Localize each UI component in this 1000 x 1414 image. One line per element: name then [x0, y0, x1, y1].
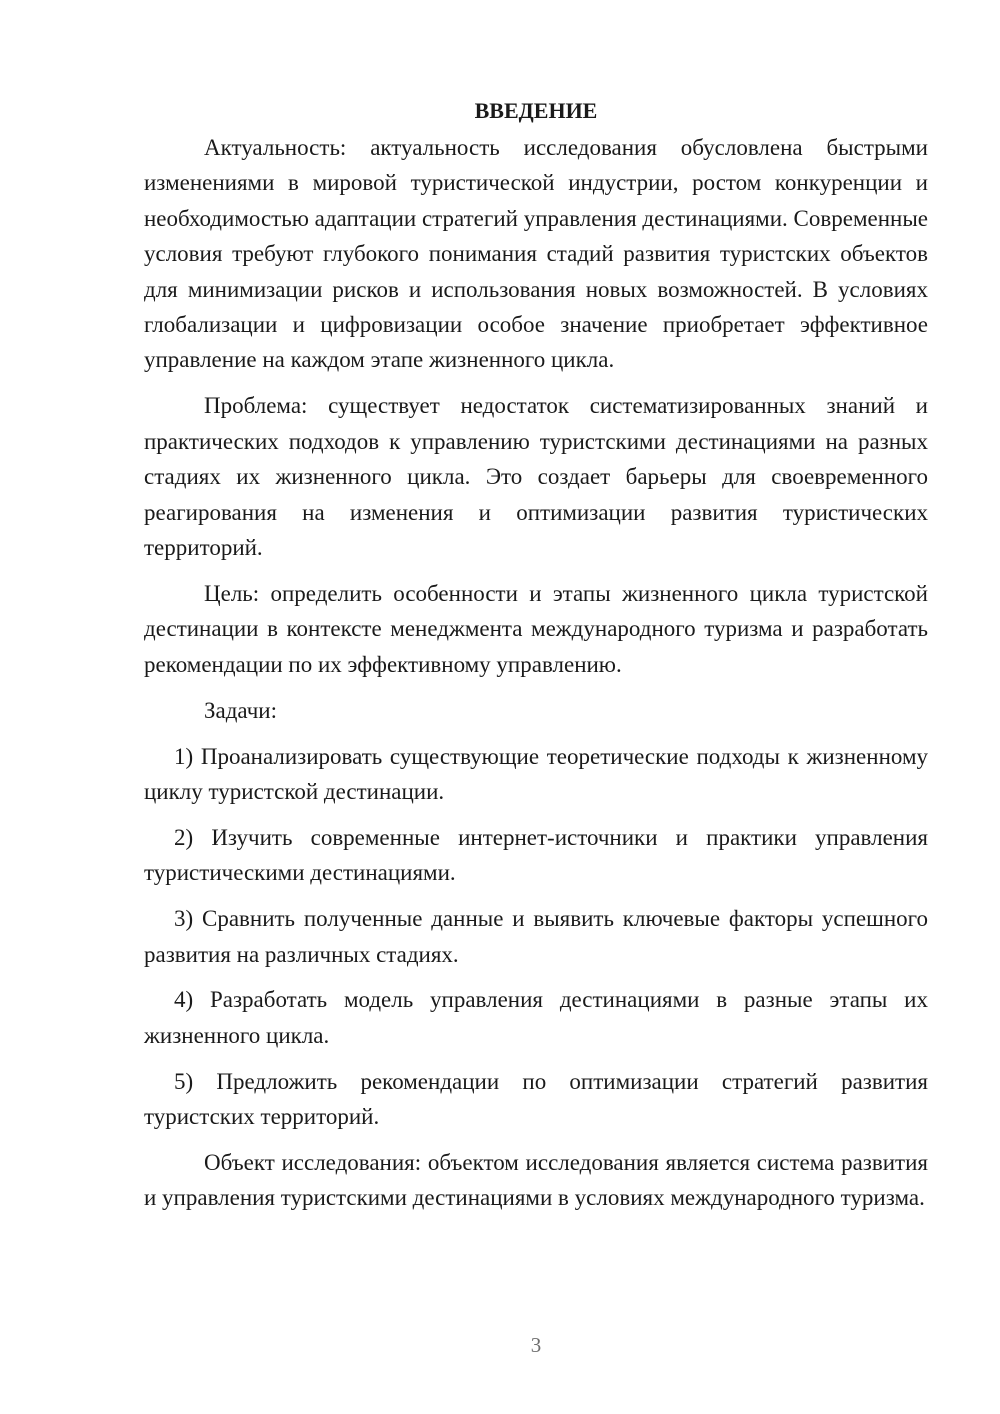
task-item-1: 1) Проанализировать существующие теоретические подходы к жизненному циклу туристской дестинации.: [144, 743, 928, 804]
goal-paragraph: Цель: определить особенности и этапы жизненного цикла туристской дестинации в контексте менеджмента международного туризма и разработать рекомендации по их эффективному управлению.: [144, 580, 928, 677]
problem-paragraph: Проблема: существует недостаток систематизированных знаний и практических подходов к управлению туристскими дестинациями на разных стадиях их жизненного цикла. Это создает барьеры для своевременного реагирования на изменения и оптимизации развития туристических территорий.: [144, 393, 928, 560]
page-number: 3: [530, 1333, 542, 1357]
section-title: ВВЕДЕНИЕ: [474, 98, 598, 123]
task-item-3: 3) Сравнить полученные данные и выявить ключевые факторы успешного развития на различных стадиях.: [144, 906, 928, 967]
object-paragraph: Объект исследования: объектом исследования является система развития и управления туристскими дестинациями в условиях международного туризма.: [144, 1150, 928, 1211]
task-item-4: 4) Разработать модель управления дестинациями в разные этапы их жизненного цикла.: [144, 987, 928, 1048]
task-item-2: 2) Изучить современные интернет-источники и практики управления туристическими дестинациями.: [144, 824, 928, 886]
document-body: [144, 93, 928, 1226]
task-item-5: 5) Предложить рекомендации по оптимизации стратегий развития туристских территорий.: [144, 1068, 928, 1130]
relevance-paragraph: Актуальность: актуальность исследования обусловлена быстрыми изменениями в мировой туристической индустрии, ростом конкуренции и необходимостью адаптации стратегий управления дестинациями. Современные условия требуют глубокого понимания стадий развития туристских объектов для минимизации рисков и использования новых возможностей. В условиях глобализации и цифровизации особое значение приобретает эффективное управление на каждом этапе жизненного цикла.: [144, 135, 928, 373]
tasks-heading: Задачи:: [204, 697, 277, 723]
